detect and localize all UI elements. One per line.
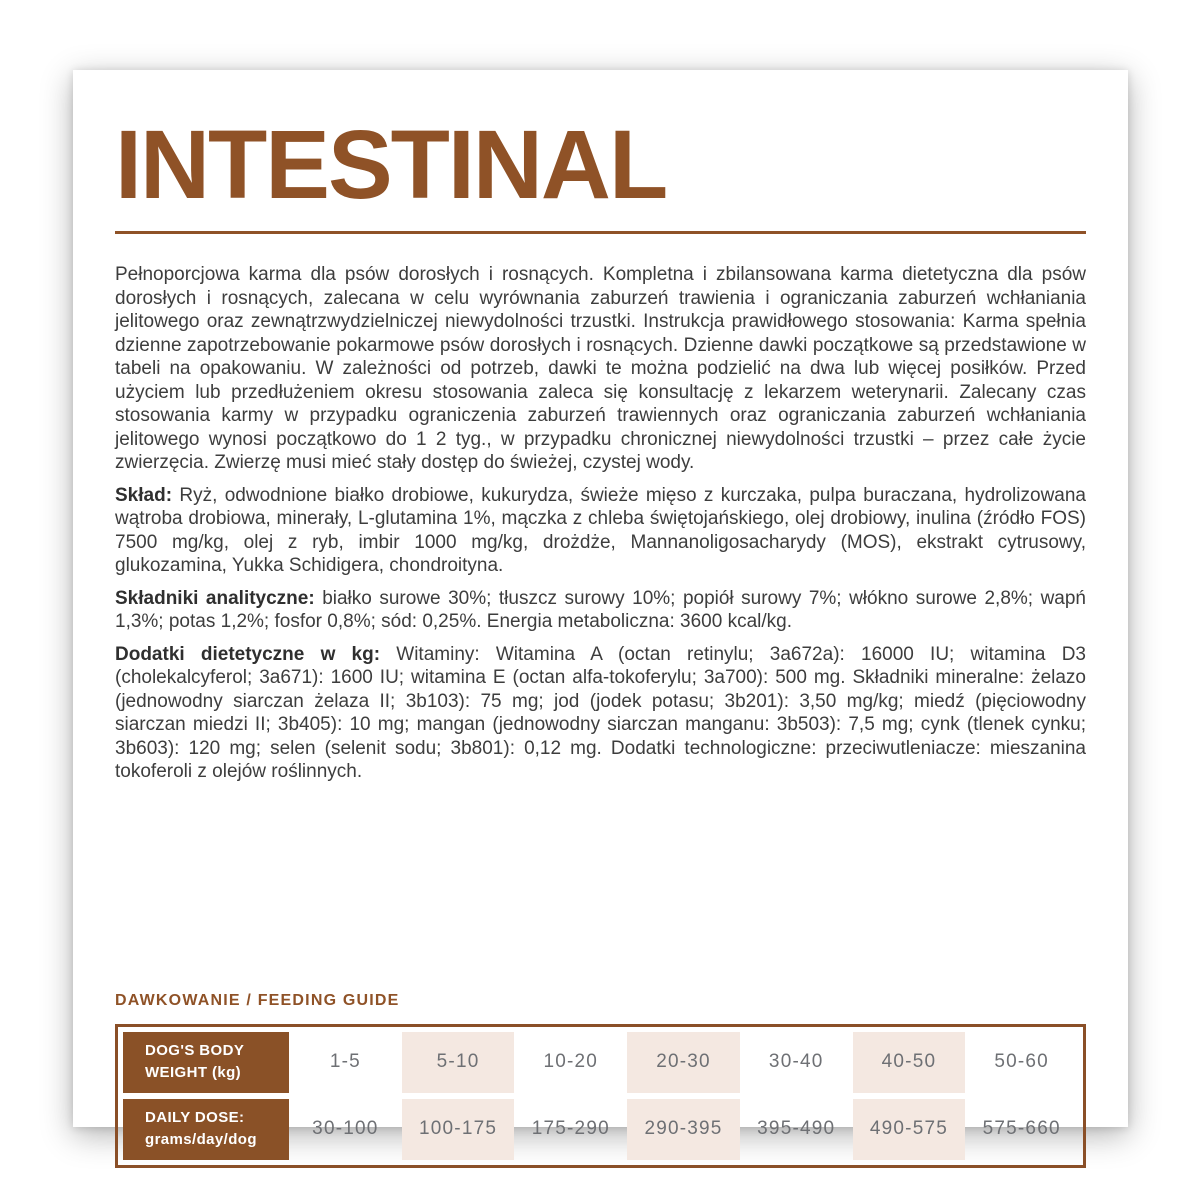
table-row-daily-dose [123, 1099, 1078, 1160]
title-divider [115, 231, 1086, 234]
paragraph-text: białko surowe 30%; tłuszcz surowy 10%; popiół surowy 7%; włókno surowe 2,8%; wapń 1,3%; potas 1,2%; fosfor 0,8%; sód: 0,25%. Energia metaboliczna: 3600 kcal/kg. [115, 587, 1086, 632]
paragraph-description [115, 263, 1086, 475]
paragraph-lead: Dodatki dietetyczne w kg: [115, 643, 381, 665]
weight-cell: 20-30 [627, 1032, 740, 1093]
row-header-daily-dose [123, 1099, 289, 1160]
weight-cell: 10-20 [543, 1051, 599, 1072]
dose-cell: 490-575 [853, 1099, 966, 1160]
dose-cell: 30-100 [312, 1118, 379, 1139]
dose-cell: 100-175 [402, 1099, 515, 1160]
paragraph-lead: Składniki analityczne: [115, 587, 315, 609]
product-title: INTESTINAL [115, 110, 667, 219]
paragraph-lead: Skład: [115, 484, 173, 506]
feeding-guide-heading: DAWKOWANIE / FEEDING GUIDE [115, 991, 400, 1009]
paragraph-text: Ryż, odwodnione białko drobiowe, kukurydza, świeże mięso z kurczaka, pulpa buraczana, hydrolizowana wątroba drobiowa, minerały, L-glutamina 1%, mączka z chleba świętojańskiego, olej drobiowy, inulina (źródło FOS) 7500 mg/kg, olej z ryb, imbir 1000 mg/kg, drożdże, Mannanoligosacharydy (MOS), ekstrakt cytrusowy, glukozamina, Yukka Schidigera, chondroityna. [115, 484, 1086, 576]
paragraph-text: Witaminy: Witamina A (octan retinylu; 3a672a): 16000 IU; witamina D3 (cholekalcyferol; 3a671): 1600 IU; witamina E (octan alfa-tokoferylu; 3a700): 500 mg. Składniki mineralne: żelazo (jednowodny siarczan żelaza II; 3b103): 75 mg; jod (jodek potasu; 3b201): 3,50 mg/kg; miedź (pięciowodny siarczan miedzi II; 3b405): 10 mg; mangan (jednowodny siarczan manganu: 3b503): 7,5 mg; cynk (tlenek cynku; 3b603): 120 mg; selen (selenit sodu; 3b801): 0,12 mg. Dodatki technologiczne: przeciwutleniacze: mieszanina tokoferoli z olejów roślinnych. [115, 643, 1086, 782]
weight-cell: 40-50 [853, 1032, 966, 1093]
paragraph-dietary-additives [115, 643, 1086, 784]
row-header-line2: WEIGHT (kg) [145, 1064, 242, 1081]
row-header-line2: grams/day/dog [145, 1131, 257, 1148]
row-header-line1: DOG'S BODY [145, 1042, 245, 1060]
body-copy [115, 263, 1086, 784]
paragraph-text: Pełnoporcjowa karma dla psów dorosłych i rosnących. Kompletna i zbilansowana karma dietetyczna dla psów dorosłych i rosnących, zalecana w celu wyrównania zaburzeń trawienia i ograniczania zaburzeń wchłaniania jelitowego oraz zewnątrzwydzielniczej niewydolności trzustki. Instrukcja prawidłowego stosowania: Karma spełnia dzienne zapotrzebowanie pokarmowe psów dorosłych i rosnących. Dzienne dawki początkowe są przedstawione w tabeli na opakowaniu. W zależności od potrzeb, dawki te można podzielić na dwa lub więcej posiłków. Przed użyciem lub przedłużeniem okresu stosowania zaleca się konsultację z lekarzem weterynarii. Zalecany czas stosowania karmy w przypadku ograniczenia zaburzeń trawiennych oraz ograniczania zaburzeń wchłaniania jelitowego wynosi początkowo do 1 2 tyg., w przypadku chronicznej niewydolności trzustki – przez całe życie zwierzęcia. Zwierzę musi mieć stały dostęp do świeżej, czystej wody. [115, 264, 1086, 473]
paragraph-analytical-components [115, 587, 1086, 634]
dose-cell: 175-290 [531, 1118, 610, 1139]
row-header-line1: DAILY DOSE: [145, 1109, 245, 1127]
label-content [73, 70, 1128, 1168]
weight-cell: 50-60 [994, 1051, 1049, 1072]
dose-cell: 290-395 [627, 1099, 740, 1160]
table-row-body-weight [123, 1032, 1078, 1093]
paragraph-composition [115, 484, 1086, 578]
row-header-body-weight [123, 1032, 289, 1093]
dose-cell: 395-490 [757, 1118, 836, 1139]
weight-cell: 5-10 [402, 1032, 515, 1093]
label-card [73, 70, 1128, 1148]
weight-cell: 30-40 [768, 1051, 824, 1072]
dose-cell: 575-660 [982, 1118, 1061, 1139]
feeding-guide-table [115, 1024, 1086, 1168]
weight-cell: 1-5 [329, 1051, 361, 1072]
